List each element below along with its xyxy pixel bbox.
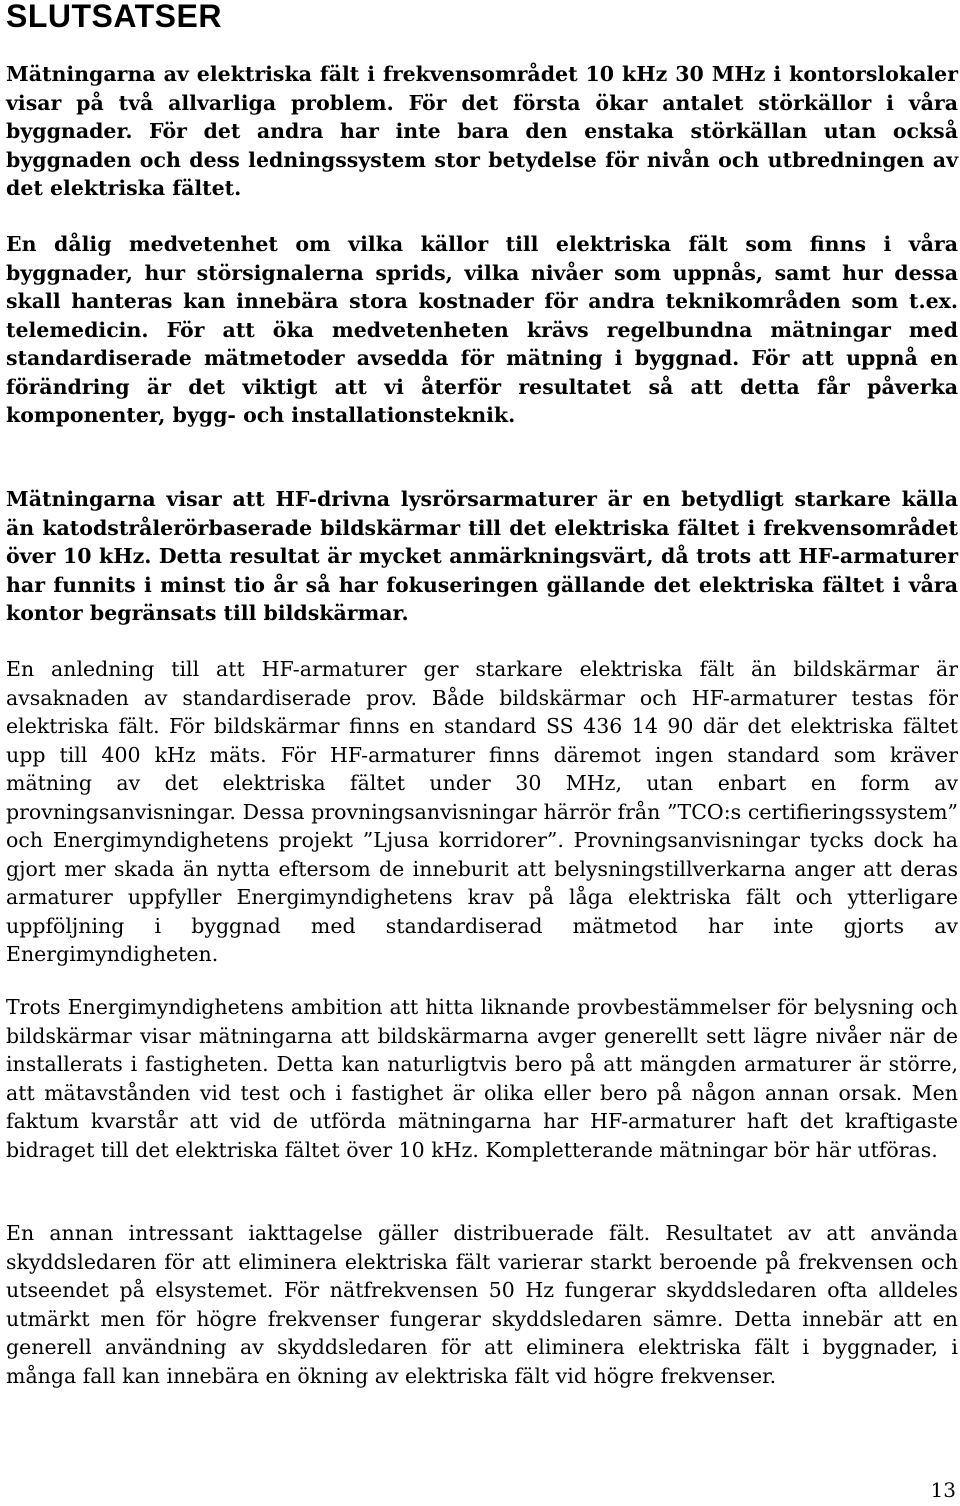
paragraph-6: En annan intressant iakttagelse gäller distribuerade fält. Resultatet av att använda skyddsledaren för att eliminera elektriska fält varierar starkt beroende på frekvensen och utseendet på elsystemet. För nätfrekvensen 50 Hz fungerar skyddsledaren ofta alldeles utmärkt men för högre frekvenser fungerar skyddsledaren sämre. Detta innebär att en generell användning av skyddsledaren för att eliminera elektriska fält i byggnader, i många fall kan innebära en ökning av elektriska fält vid högre frekvenser. xyxy=(6,1221,958,1388)
paragraph-1: Mätningarna av elektriska fält i frekvensområdet 10 kHz 30 MHz i kontorslokaler visar på två allvarliga problem. För det första ökar antalet störkällor i våra byggnader. För det andra har inte bara den enstaka störkällan utan också byggnaden och dess ledningssystem stor betydelse för nivån och utbredningen av det elektriska fältet. xyxy=(6,62,958,200)
section-heading: SLUTSATSER xyxy=(6,0,222,34)
page-number: 13 xyxy=(930,1478,956,1502)
paragraph-4: En anledning till att HF-armaturer ger starkare elektriska fält än bildskärmar är avsaknaden av standardiserade prov. Både bildskärmar och HF-armaturer testas för elektriska fält. För bildskärmar finns en standard SS 436 14 90 där det elektriska fältet upp till 400 kHz mäts. För HF-armaturer finns däremot ingen standard som kräver mätning av det elektriska fältet under 30 MHz, utan enbart en form av provningsanvisningar. Dessa provningsanvisningar härrör från ”TCO:s certifieringssystem” och Energimyndighetens projekt ”Ljusa korridorer”. Provningsanvisningar tycks dock ha gjort mer skada än nytta eftersom de inneburit att belysningstillverkarna anger att deras armaturer uppfyller Energimyndighetens krav på låga elektriska fält och ytterligare uppföljning i byggnad med standardiserad mätmetod har inte gjorts av Energimyndigheten. xyxy=(6,657,958,966)
paragraph-3: Mätningarna visar att HF-drivna lysrörsarmaturer är en betydligt starkare källa än katodstrålerörbaserade bildskärmar till det elektriska fältet i frekvensområdet över 10 kHz. Detta resultat är mycket anmärkningsvärt, då trots att HF-armaturer har funnits i minst tio år så har fokuseringen gällande det elektriska fältet i våra kontor begränsats till bildskärmar. xyxy=(6,487,958,625)
paragraph-2: En dålig medvetenhet om vilka källor till elektriska fält som finns i våra byggnader, hur störsignalerna sprids, vilka nivåer som uppnås, samt hur dessa skall hanteras kan innebära stora kostnader för andra teknikområden som t.ex. telemedicin. För att öka medvetenheten krävs regelbundna mätningar med standardiserade mätmetoder avsedda för mätning i byggnad. För att uppnå en förändring är det viktigt att vi återför resultatet så att detta får påverka komponenter, bygg- och installationsteknik. xyxy=(6,232,958,427)
paragraph-5: Trots Energimyndighetens ambition att hitta liknande provbestämmelser för belysning och bildskärmar visar mätningarna att bildskärmarna avger generellt sett lägre nivåer när de installerats i fastigheten. Detta kan naturligtvis bero på att mängden armaturer är större, att mätavstånden vid test och i fastighet är olika eller bero på någon annan orsak. Men faktum kvarstår att vid de utförda mätningarna har HF-armaturer haft det kraftigaste bidraget till det elektriska fältet över 10 kHz. Kompletterande mätningar bör här utföras. xyxy=(6,995,958,1162)
